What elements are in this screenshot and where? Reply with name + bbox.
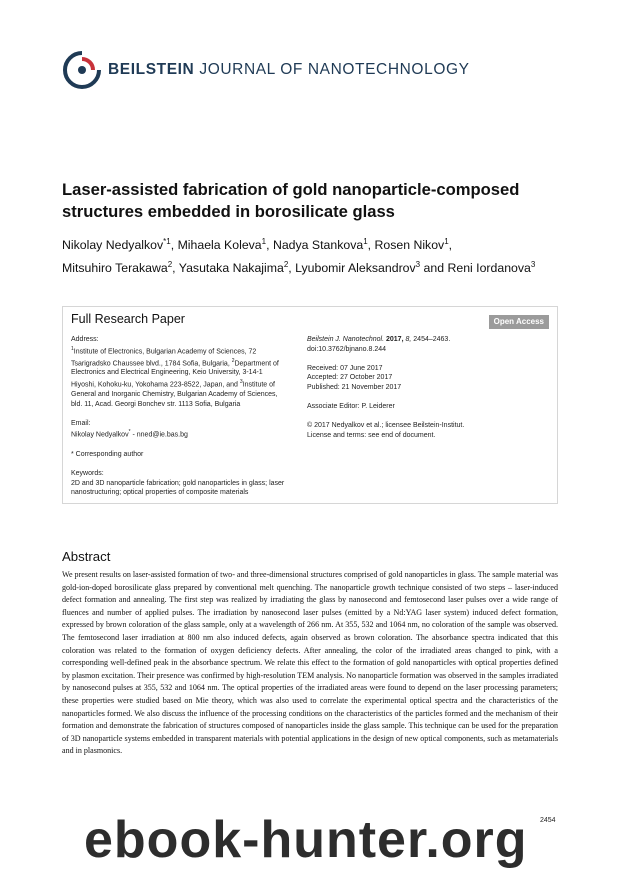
author-affil: 1 bbox=[261, 237, 267, 246]
email-line bbox=[71, 428, 299, 440]
author-affil: 1 bbox=[363, 237, 368, 246]
email-author: Nikolay Nedyalkov bbox=[71, 431, 129, 439]
citation-pages: 2454–2463. bbox=[413, 336, 451, 343]
author-affil: 1 bbox=[444, 237, 449, 246]
address-line: bld. 11, Acad. Georgi Bonchev str. 1113 Sofia, Bulgaria bbox=[71, 400, 241, 408]
author-name: Reni Iordanova bbox=[447, 261, 531, 276]
abstract-heading: Abstract bbox=[62, 549, 111, 564]
address-text: Institute of bbox=[242, 381, 275, 389]
email-sup: * bbox=[128, 429, 131, 436]
affil-sup: 2 bbox=[231, 357, 235, 364]
author-affil: 3 bbox=[530, 260, 536, 270]
address-line bbox=[71, 357, 299, 369]
author-sep: , bbox=[448, 238, 453, 253]
citation-volume: 8, bbox=[405, 336, 412, 343]
abstract-body: We present results on laser-assisted formation of two- and three-dimensional structures comprised of gold nanoparticles in glass. The sample material was gold-ion-doped borosilicate glass prepared by conventional melt quenching. The nanoparticle growth technique consisted of two steps – laser-induced defect formation and annealing. The first step was realized by irradiating the glass by nanosecond and femtosecond laser pulses over a wide range of fluences and number of applied pulses. The irradiation by nanosecond laser pulses (emitted by a Nd:YAG laser system) induced defect formation, expressed by brown coloration of the glass sample, only at a wavelength of 266 nm. At 355, 532 and 1064 nm, no coloration of the sample was observed. The femtosecond laser irradiation at 800 nm also induced defects, again observed as brown coloration. The absorbance spectra indicated that this coloration was related to the formation of oxygen deficiency defects. After annealing, the color of the irradiated areas changed to pink, with a corresponding well-defined peak in the absorbance spectrum. We relate this effect to the formation of gold nanoparticles with optical properties defined by plasmon excitation. Their presence was confirmed by high-resolution TEM analysis. No nanoparticle formation was observed in the samples irradiated by nanosecond pulses at 355, 532 and 1064 nm. The optical properties of the irradiated areas were found to depend on the laser processing parameters; these properties were studied based on Mie theory, which was also used to correlate the experimental optical spectra and the characteristics of the nanoparticles formed. We also discuss the influence of the processing conditions on the characteristics of the particles formed and the mechanism of their formation and demonstrate the fabrication of structures composed of nanoparticles inside the glass sample. This technique can be used for the preparation of 3D nanoparticle systems embedded in transparent materials with potential applications in the design of new optical components, such as metamaterials and in plasmonics. bbox=[62, 570, 559, 756]
keywords-line: 2D and 3D nanoparticle fabrication; gold nanoparticles in glass; laser bbox=[71, 479, 285, 487]
author-sep: and bbox=[420, 261, 448, 276]
author-affil: *1 bbox=[163, 237, 171, 246]
journal-title bbox=[108, 61, 470, 79]
author-sep: , bbox=[172, 261, 179, 276]
author-affil: 3 bbox=[415, 260, 421, 270]
doi-link[interactable]: doi:10.3762/bjnano.8.244 bbox=[307, 345, 387, 353]
address-text: Hiyoshi, Kohoku-ku, Yokohama 223-8522, Japan, and bbox=[71, 381, 240, 389]
address-line bbox=[71, 345, 299, 357]
journal-logo-icon bbox=[62, 50, 102, 90]
article-title: Laser-assisted fabrication of gold nanoparticle-composed structures embedded in borosilicate glass bbox=[62, 180, 520, 221]
author-name: Yasutaka Nakajima bbox=[178, 261, 284, 276]
received-date: Received: 07 June 2017 bbox=[307, 364, 383, 372]
email-label: Email: bbox=[71, 419, 91, 427]
author-name: Mitsuhiro Terakawa bbox=[62, 261, 168, 276]
keywords-line: nanostructuring; optical properties of composite materials bbox=[71, 489, 249, 497]
address-line: Electronics and Electrical Engineering, Keio University, 3-14-1 bbox=[71, 369, 263, 377]
journal-name-bold: BEILSTEIN bbox=[108, 61, 195, 78]
info-right-column bbox=[307, 335, 547, 441]
address-text: Department of bbox=[234, 359, 279, 367]
author-affil: 2 bbox=[283, 260, 289, 270]
journal-name-rest: JOURNAL OF NANOTECHNOLOGY bbox=[199, 61, 470, 78]
info-left-column bbox=[71, 335, 299, 498]
article-info-box bbox=[62, 306, 558, 504]
email-address-link[interactable]: - nned@ie.bas.bg bbox=[130, 431, 188, 439]
address-text: Tsarigradsko Chaussee blvd., 1784 Sofia, Bulgaria, bbox=[71, 359, 232, 367]
citation-year: 2017, bbox=[386, 336, 404, 343]
copyright: © 2017 Nedyalkov et al.; licensee Beilstein-Institut. bbox=[307, 422, 465, 430]
author-name: Nadya Stankova bbox=[272, 238, 364, 253]
address-line: General and Inorganic Chemistry, Bulgarian Academy of Sciences, bbox=[71, 390, 278, 398]
associate-editor: Associate Editor: P. Leiderer bbox=[307, 403, 395, 411]
open-access-badge: Open Access bbox=[489, 315, 549, 329]
address-label: Address: bbox=[71, 336, 99, 343]
affil-sup: 1 bbox=[71, 345, 74, 352]
author-sep: , bbox=[170, 238, 178, 253]
author-list bbox=[62, 232, 572, 278]
author-name: Mihaela Koleva bbox=[177, 238, 262, 253]
accepted-date: Accepted: 27 October 2017 bbox=[307, 374, 393, 382]
citation bbox=[307, 335, 547, 345]
author-name: Lyubomir Aleksandrov bbox=[295, 261, 416, 276]
citation-journal: Beilstein J. Nanotechnol. bbox=[307, 336, 385, 343]
address-text: Institute of Electronics, Bulgarian Academy of Sciences, 72 bbox=[73, 347, 257, 355]
corresponding-note: * Corresponding author bbox=[71, 450, 144, 458]
author-sep: , bbox=[266, 238, 273, 253]
affil-sup: 3 bbox=[239, 379, 243, 386]
author-name: Nikolay Nedyalkov bbox=[62, 238, 164, 253]
author-sep: , bbox=[367, 238, 375, 253]
author-affil: 2 bbox=[167, 260, 173, 270]
watermark: ebook-hunter.org bbox=[84, 811, 528, 869]
keywords-label: Keywords: bbox=[71, 470, 104, 478]
license-link[interactable]: License and terms: see end of document. bbox=[307, 431, 436, 439]
page-number: 2454 bbox=[540, 817, 556, 824]
address-line bbox=[71, 378, 299, 390]
published-date: Published: 21 November 2017 bbox=[307, 383, 402, 391]
article-type: Full Research Paper bbox=[71, 312, 185, 326]
journal-header bbox=[62, 50, 470, 90]
author-name: Rosen Nikov bbox=[374, 238, 445, 253]
author-sep: , bbox=[288, 261, 296, 276]
